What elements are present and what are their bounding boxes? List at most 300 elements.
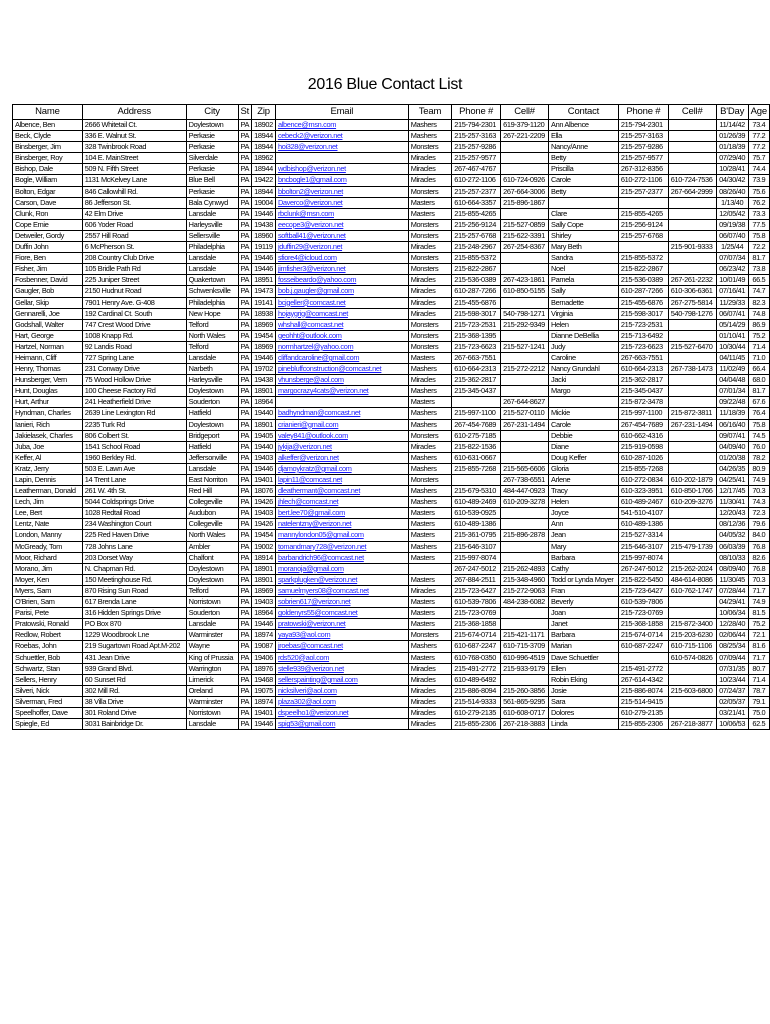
cell-state: PA [238, 674, 252, 685]
cell-age: 62.5 [748, 719, 769, 730]
cell-email[interactable]: eecope3@verizon.net [275, 219, 408, 230]
cell-contact-phone: 541-510-4107 [618, 508, 668, 519]
cell-team: Monsters [408, 319, 451, 330]
cell-name: Redlow, Robert [13, 630, 83, 641]
cell-state: PA [238, 120, 252, 131]
cell-age: 77.2 [748, 142, 769, 153]
cell-email[interactable]: softball41@verizon.net [275, 230, 408, 241]
cell-age: 77.2 [748, 131, 769, 142]
cell-address: 104 E. MainStreet [82, 153, 186, 164]
cell-email[interactable]: jhlech@comcast.net [275, 497, 408, 508]
cell-email[interactable]: bob.j.gaugler@gmail.com [275, 286, 408, 297]
cell-cell [501, 519, 549, 530]
cell-contact-cell: 610-850-1766 [668, 486, 716, 497]
cell-contact: Sally Cope [549, 219, 619, 230]
cell-email[interactable]: cebeck2@verizon.net [275, 131, 408, 142]
cell-birthday: 06/16/40 [716, 419, 748, 430]
cell-contact-cell: 267-275-5814 [668, 297, 716, 308]
cell-state: PA [238, 308, 252, 319]
cell-contact-phone: 215-257-3163 [618, 131, 668, 142]
cell-age: 72.3 [748, 508, 769, 519]
cell-state: PA [238, 230, 252, 241]
cell-team: Mashers [408, 641, 451, 652]
cell-email[interactable]: bert.lee70@gmail.com [275, 508, 408, 519]
cell-cell: 267-644-8627 [501, 397, 549, 408]
cell-team: Monsters [408, 142, 451, 153]
cell-city: Lansdale [186, 619, 238, 630]
cell-contact: Sandra [549, 253, 619, 264]
cell-name: Hunt, Douglas [13, 386, 83, 397]
cell-birthday: 09/07/41 [716, 430, 748, 441]
cell-contact: Clare [549, 208, 619, 219]
column-header-city: City [186, 105, 238, 120]
cell-cell: 484-447-0923 [501, 486, 549, 497]
cell-zip: 18901 [252, 563, 276, 574]
cell-email[interactable]: goldenyrs55@comcast.net [275, 608, 408, 619]
cell-city: North Wales [186, 330, 238, 341]
cell-email[interactable]: geohht@outlook.com [275, 330, 408, 341]
cell-email[interactable]: sparkplugken@verizon.net [275, 574, 408, 585]
cell-contact-phone: 610-287-1026 [618, 452, 668, 463]
cell-contact-cell: 610-715-1106 [668, 641, 716, 652]
cell-name: Binsberger, Roy [13, 153, 83, 164]
cell-cell: 267-221-2209 [501, 131, 549, 142]
cell-contact: Tracy [549, 486, 619, 497]
cell-state: PA [238, 341, 252, 352]
cell-team: Monsters [408, 253, 451, 264]
cell-phone: 215-455-6876 [452, 297, 501, 308]
cell-state: PA [238, 153, 252, 164]
cell-address: 1131 McKelvey Lane [82, 175, 186, 186]
cell-name: Leatherman, Donald [13, 486, 83, 497]
cell-contact: Cathy [549, 563, 619, 574]
table-row [13, 663, 770, 674]
cell-address: 2150 Hudnut Road [82, 286, 186, 297]
cell-address: 261 W. 4th St. [82, 486, 186, 497]
cell-name: Gaugler, Bob [13, 286, 83, 297]
cell-age: 86.9 [748, 319, 769, 330]
cell-city: Lansdale [186, 352, 238, 363]
cell-state: PA [238, 707, 252, 718]
cell-email[interactable]: sellerspainting@gmail.com [275, 674, 408, 685]
cell-address: 939 Grand Blvd. [82, 663, 186, 674]
cell-zip: 19446 [252, 352, 276, 363]
cell-team: Miracles [408, 242, 451, 253]
cell-email[interactable]: cliffandcaroline@gmail.com [275, 352, 408, 363]
cell-phone: 215-257-9577 [452, 153, 501, 164]
cell-email[interactable]: nicksilveri@aol.com [275, 685, 408, 696]
cell-contact: Dianne DeBellia [549, 330, 619, 341]
cell-email[interactable]: dspeelho1@verizon.net [275, 707, 408, 718]
cell-birthday: 02/05/37 [716, 696, 748, 707]
cell-birthday: 07/09/44 [716, 652, 748, 663]
cell-cell [501, 608, 549, 619]
cell-contact-cell [668, 430, 716, 441]
cell-address: 100 Cheese Factory Rd [82, 386, 186, 397]
cell-city: Doylestown [186, 419, 238, 430]
cell-team: Miracles [408, 275, 451, 286]
cell-team: Masters [408, 652, 451, 663]
cell-contact: Janet [549, 619, 619, 630]
table-row [13, 497, 770, 508]
cell-name: Duffin John [13, 242, 83, 253]
table-row [13, 475, 770, 486]
cell-state: PA [238, 330, 252, 341]
cell-birthday: 04/11/45 [716, 352, 748, 363]
cell-team [408, 563, 451, 574]
table-row [13, 197, 770, 208]
cell-email[interactable]: alkeffer@verizon.net [275, 452, 408, 463]
cell-contact-cell: 215-262-2024 [668, 563, 716, 574]
column-header-contact: Contact [549, 105, 619, 120]
cell-contact: Joyce [549, 508, 619, 519]
cell-age: 73.4 [748, 120, 769, 131]
cell-team: Monsters [408, 186, 451, 197]
cell-zip: 18901 [252, 419, 276, 430]
table-row [13, 275, 770, 286]
cell-cell [501, 164, 549, 175]
cell-state: PA [238, 319, 252, 330]
cell-age: 74.8 [748, 308, 769, 319]
cell-contact-phone: 215-723-0769 [618, 608, 668, 619]
cell-cell: 215-933-9179 [501, 663, 549, 674]
cell-birthday: 04/09/40 [716, 441, 748, 452]
table-row [13, 486, 770, 497]
cell-contact: Marian [549, 641, 619, 652]
cell-city: Perkasie [186, 142, 238, 153]
cell-email[interactable]: samuelmyers08@comcast.net [275, 585, 408, 596]
cell-email[interactable]: lapin11@comcast.net [275, 475, 408, 486]
cell-name: Fisher, Jim [13, 264, 83, 275]
cell-phone: 215-855-4265 [452, 208, 501, 219]
cell-state: PA [238, 253, 252, 264]
cell-email[interactable]: wdbishop@verizon.net [275, 164, 408, 175]
cell-email[interactable]: hoi328@verizon.net [275, 142, 408, 153]
cell-email[interactable]: badhyndman@comcast.net [275, 408, 408, 419]
cell-contact: Joan [549, 608, 619, 619]
cell-email[interactable]: yaya93@aol.com [275, 630, 408, 641]
cell-contact-cell [668, 352, 716, 363]
cell-contact-cell [668, 519, 716, 530]
cell-state: PA [238, 452, 252, 463]
cell-email[interactable]: normhartzel@yahoo.com [275, 341, 408, 352]
cell-address: 503 E. Lawn Ave [82, 463, 186, 474]
cell-contact: Mickie [549, 408, 619, 419]
cell-name: O'Brien, Sam [13, 597, 83, 608]
cell-name: Schwartz, Stan [13, 663, 83, 674]
cell-phone: 215-997-8074 [452, 552, 501, 563]
cell-birthday: 04/04/48 [716, 375, 748, 386]
cell-email[interactable]: spig53@gmail.com [275, 719, 408, 730]
cell-phone: 215-368-1395 [452, 330, 501, 341]
cell-team: Miracles [408, 297, 451, 308]
cell-contact-phone: 215-822-2867 [618, 264, 668, 275]
table-row [13, 242, 770, 253]
cell-state: PA [238, 419, 252, 430]
table-row [13, 175, 770, 186]
cell-email[interactable]: Daverco@verizon.net [275, 197, 408, 208]
cell-email[interactable]: bbolton2@verizon.net [275, 186, 408, 197]
cell-zip: 19087 [252, 641, 276, 652]
table-row [13, 463, 770, 474]
cell-state: PA [238, 219, 252, 230]
cell-contact-cell [668, 597, 716, 608]
cell-team: Masters [408, 619, 451, 630]
cell-city: Oreland [186, 685, 238, 696]
cell-city: Limerick [186, 674, 238, 685]
cell-phone: 215-361-0795 [452, 530, 501, 541]
cell-contact: Jacki [549, 375, 619, 386]
cell-email[interactable]: barbandrich96@comcast.net [275, 552, 408, 563]
cell-address: 60 Sunset Rd [82, 674, 186, 685]
cell-email[interactable]: margocrazy4cats@verizon.net [275, 386, 408, 397]
cell-name: Sellers, Henry [13, 674, 83, 685]
cell-address: 6 McPherson St. [82, 242, 186, 253]
cell-email[interactable]: jduffin29@verizon.net [275, 242, 408, 253]
cell-name: McGready, Tom [13, 541, 83, 552]
cell-age: 81.6 [748, 641, 769, 652]
cell-address: 301 Roland Drive [82, 707, 186, 718]
cell-address: 1541 School Road [82, 441, 186, 452]
cell-cell [501, 297, 549, 308]
cell-contact-phone: 215-256-9124 [618, 219, 668, 230]
cell-email[interactable]: valey841@outlook.com [275, 430, 408, 441]
cell-email[interactable]: stelle939@verizon.net [275, 663, 408, 674]
cell-state: PA [238, 541, 252, 552]
cell-zip: 18969 [252, 319, 276, 330]
cell-birthday: 04/30/42 [716, 175, 748, 186]
cell-contact-phone: 215-257-2377 [618, 186, 668, 197]
cell-city: Lansdale [186, 719, 238, 730]
cell-contact-phone: 267-312-8356 [618, 164, 668, 175]
table-row [13, 674, 770, 685]
cell-age: 66.5 [748, 275, 769, 286]
cell-contact-cell [668, 508, 716, 519]
cell-email[interactable]: hojaygrig@comcast.net [275, 308, 408, 319]
cell-contact: Bernadette [549, 297, 619, 308]
cell-state: PA [238, 463, 252, 474]
cell-birthday: 12/28/40 [716, 619, 748, 630]
table-row [13, 142, 770, 153]
cell-age: 76.8 [748, 541, 769, 552]
cell-email[interactable]: pratowski@verizon.net [275, 619, 408, 630]
cell-cell: 215-260-3856 [501, 685, 549, 696]
cell-state: PA [238, 264, 252, 275]
cell-email[interactable]: bncbogle1@gmail.com [275, 175, 408, 186]
cell-age: 68.0 [748, 375, 769, 386]
table-row [13, 552, 770, 563]
cell-phone: 215-257-2377 [452, 186, 501, 197]
cell-cell: 215-527-0110 [501, 408, 549, 419]
cell-contact-phone: 610-287-7266 [618, 286, 668, 297]
cell-contact-phone: 215-855-4265 [618, 208, 668, 219]
cell-email[interactable]: jykija@verizon.net [275, 441, 408, 452]
cell-email[interactable]: dleathermant@comcast.net [275, 486, 408, 497]
cell-contact-phone: 215-919-0598 [618, 441, 668, 452]
cell-email[interactable]: tomandmary728@verizon.net [275, 541, 408, 552]
cell-address: 231 Conway Drive [82, 364, 186, 375]
cell-age: 67.6 [748, 397, 769, 408]
cell-email[interactable]: moranoja@gmail.com [275, 563, 408, 574]
cell-contact-cell: 215-901-9333 [668, 242, 716, 253]
cell-contact-phone: 215-257-6768 [618, 230, 668, 241]
cell-team: Miracles [408, 674, 451, 685]
table-row [13, 452, 770, 463]
cell-city: Warminster [186, 630, 238, 641]
cell-age: 75.8 [748, 419, 769, 430]
cell-team: Mashers [408, 541, 451, 552]
cell-phone: 215-723-6427 [452, 585, 501, 596]
cell-zip: 19075 [252, 685, 276, 696]
cell-contact: Doug Keffer [549, 452, 619, 463]
cell-phone: 215-886-8094 [452, 685, 501, 696]
cell-email[interactable]: plaza302@aol.com [275, 696, 408, 707]
cell-phone: 215-257-9286 [452, 142, 501, 153]
cell-email[interactable]: crianieri@gmail.com [275, 419, 408, 430]
cell-birthday: 07/29/40 [716, 153, 748, 164]
cell-phone: 610-631-0667 [452, 452, 501, 463]
cell-phone: 610-489-2469 [452, 497, 501, 508]
cell-email[interactable]: natelentzny@verizon.net [275, 519, 408, 530]
table-row [13, 286, 770, 297]
cell-contact-phone: 267-247-5012 [618, 563, 668, 574]
cell-contact-cell [668, 219, 716, 230]
cell-phone: 215-646-3107 [452, 541, 501, 552]
cell-phone: 267-467-4767 [452, 164, 501, 175]
cell-email[interactable]: sfiore4@icloud.com [275, 253, 408, 264]
cell-contact: Arlene [549, 475, 619, 486]
cell-contact-phone: 215-646-3107 [618, 541, 668, 552]
cell-zip: 19446 [252, 253, 276, 264]
cell-state: PA [238, 297, 252, 308]
cell-name: Binsberger, Jim [13, 142, 83, 153]
cell-cell [501, 253, 549, 264]
cell-team: Masters [408, 208, 451, 219]
cell-name: Moor, Richard [13, 552, 83, 563]
cell-city: Blue Bell [186, 175, 238, 186]
cell-cell: 610-209-3278 [501, 497, 549, 508]
table-row [13, 419, 770, 430]
cell-contact-cell: 215-527-6470 [668, 341, 716, 352]
cell-age: 73.8 [748, 264, 769, 275]
cell-address: 203 Dorset Way [82, 552, 186, 563]
cell-zip: 19002 [252, 541, 276, 552]
cell-address: 86 Jefferson St. [82, 197, 186, 208]
cell-email[interactable]: jimfisher3@verizon.net [275, 264, 408, 275]
cell-name: Hunsberger, Vern [13, 375, 83, 386]
cell-email[interactable]: pinebluffconstruction@comcast.net [275, 364, 408, 375]
cell-age: 72.1 [748, 630, 769, 641]
cell-age: 75.2 [748, 619, 769, 630]
cell-email[interactable]: djamoykratz@gmail.com [275, 463, 408, 474]
cell-email[interactable]: fosseibeardo@yahoo.com [275, 275, 408, 286]
cell-email[interactable]: vhunsberge@aol.com [275, 375, 408, 386]
cell-cell: 267-231-1494 [501, 419, 549, 430]
cell-city: Red Hill [186, 486, 238, 497]
cell-zip: 18969 [252, 585, 276, 596]
cell-phone: 215-256-9124 [452, 219, 501, 230]
cell-cell: 215-272-9063 [501, 585, 549, 596]
cell-cell: 215-622-3391 [501, 230, 549, 241]
cell-cell [501, 552, 549, 563]
cell-contact: Debbie [549, 430, 619, 441]
cell-contact-cell [668, 696, 716, 707]
column-header-age: Age [748, 105, 769, 120]
cell-address: 316 Hidden Springs Drive [82, 608, 186, 619]
cell-email[interactable]: rds520@aol.com [275, 652, 408, 663]
cell-team: Mashers [408, 486, 451, 497]
cell-state: PA [238, 164, 252, 175]
cell-state: PA [238, 719, 252, 730]
cell-email[interactable]: rbclunk@msn.com [275, 208, 408, 219]
table-row [13, 408, 770, 419]
cell-age: 72.2 [748, 242, 769, 253]
cell-cell [501, 375, 549, 386]
cell-address: 208 Country Club Drive [82, 253, 186, 264]
cell-address: 806 Colbert St. [82, 430, 186, 441]
cell-phone: 215-514-9333 [452, 696, 501, 707]
cell-birthday: 06/03/39 [716, 541, 748, 552]
cell-name: Silverman, Fred [13, 696, 83, 707]
cell-contact-cell [668, 663, 716, 674]
cell-age: 74.9 [748, 597, 769, 608]
cell-age: 71.7 [748, 652, 769, 663]
cell-birthday: 11/30/41 [716, 497, 748, 508]
table-row [13, 330, 770, 341]
cell-contact-phone: 610-272-1106 [618, 175, 668, 186]
cell-name: Keffer, Al [13, 452, 83, 463]
cell-contact: Helen [549, 497, 619, 508]
cell-address: 2235 Turk Rd [82, 419, 186, 430]
cell-zip: 18969 [252, 341, 276, 352]
cell-contact-cell: 267-738-1473 [668, 364, 716, 375]
cell-email[interactable]: whshall@comcast.net [275, 319, 408, 330]
cell-email[interactable]: jroebas@comcast.net [275, 641, 408, 652]
cell-city: Telford [186, 585, 238, 596]
table-row [13, 397, 770, 408]
cell-address: 606 Yoder Road [82, 219, 186, 230]
cell-contact: Mary [549, 541, 619, 552]
cell-name: Lentz, Nate [13, 519, 83, 530]
cell-contact [549, 397, 619, 408]
cell-contact: Pamela [549, 275, 619, 286]
cell-email[interactable]: sobrien617@verizon.net [275, 597, 408, 608]
cell-contact: Sally [549, 286, 619, 297]
cell-state: PA [238, 597, 252, 608]
cell-phone: 610-272-1106 [452, 175, 501, 186]
cell-email[interactable]: bcjgeller@comcast.net [275, 297, 408, 308]
cell-contact: Shirley [549, 230, 619, 241]
cell-age: 76.2 [748, 197, 769, 208]
cell-age: 78.2 [748, 452, 769, 463]
cell-city: Warrington [186, 663, 238, 674]
cell-contact-cell: 610-209-3276 [668, 497, 716, 508]
table-row [13, 253, 770, 264]
cell-zip: 19004 [252, 197, 276, 208]
cell-cell: 215-896-2878 [501, 530, 549, 541]
cell-phone: 610-275-7185 [452, 430, 501, 441]
cell-address: 2557 Hill Road [82, 230, 186, 241]
cell-zip: 19405 [252, 430, 276, 441]
cell-email[interactable]: albence@msn.com [275, 120, 408, 131]
cell-email[interactable]: mannylondon05@gmail.com [275, 530, 408, 541]
table-row [13, 308, 770, 319]
cell-birthday: 11/30/45 [716, 574, 748, 585]
cell-age: 79.1 [748, 696, 769, 707]
cell-state: PA [238, 519, 252, 530]
cell-phone: 610-489-1386 [452, 519, 501, 530]
cell-city: Hatfield [186, 408, 238, 419]
